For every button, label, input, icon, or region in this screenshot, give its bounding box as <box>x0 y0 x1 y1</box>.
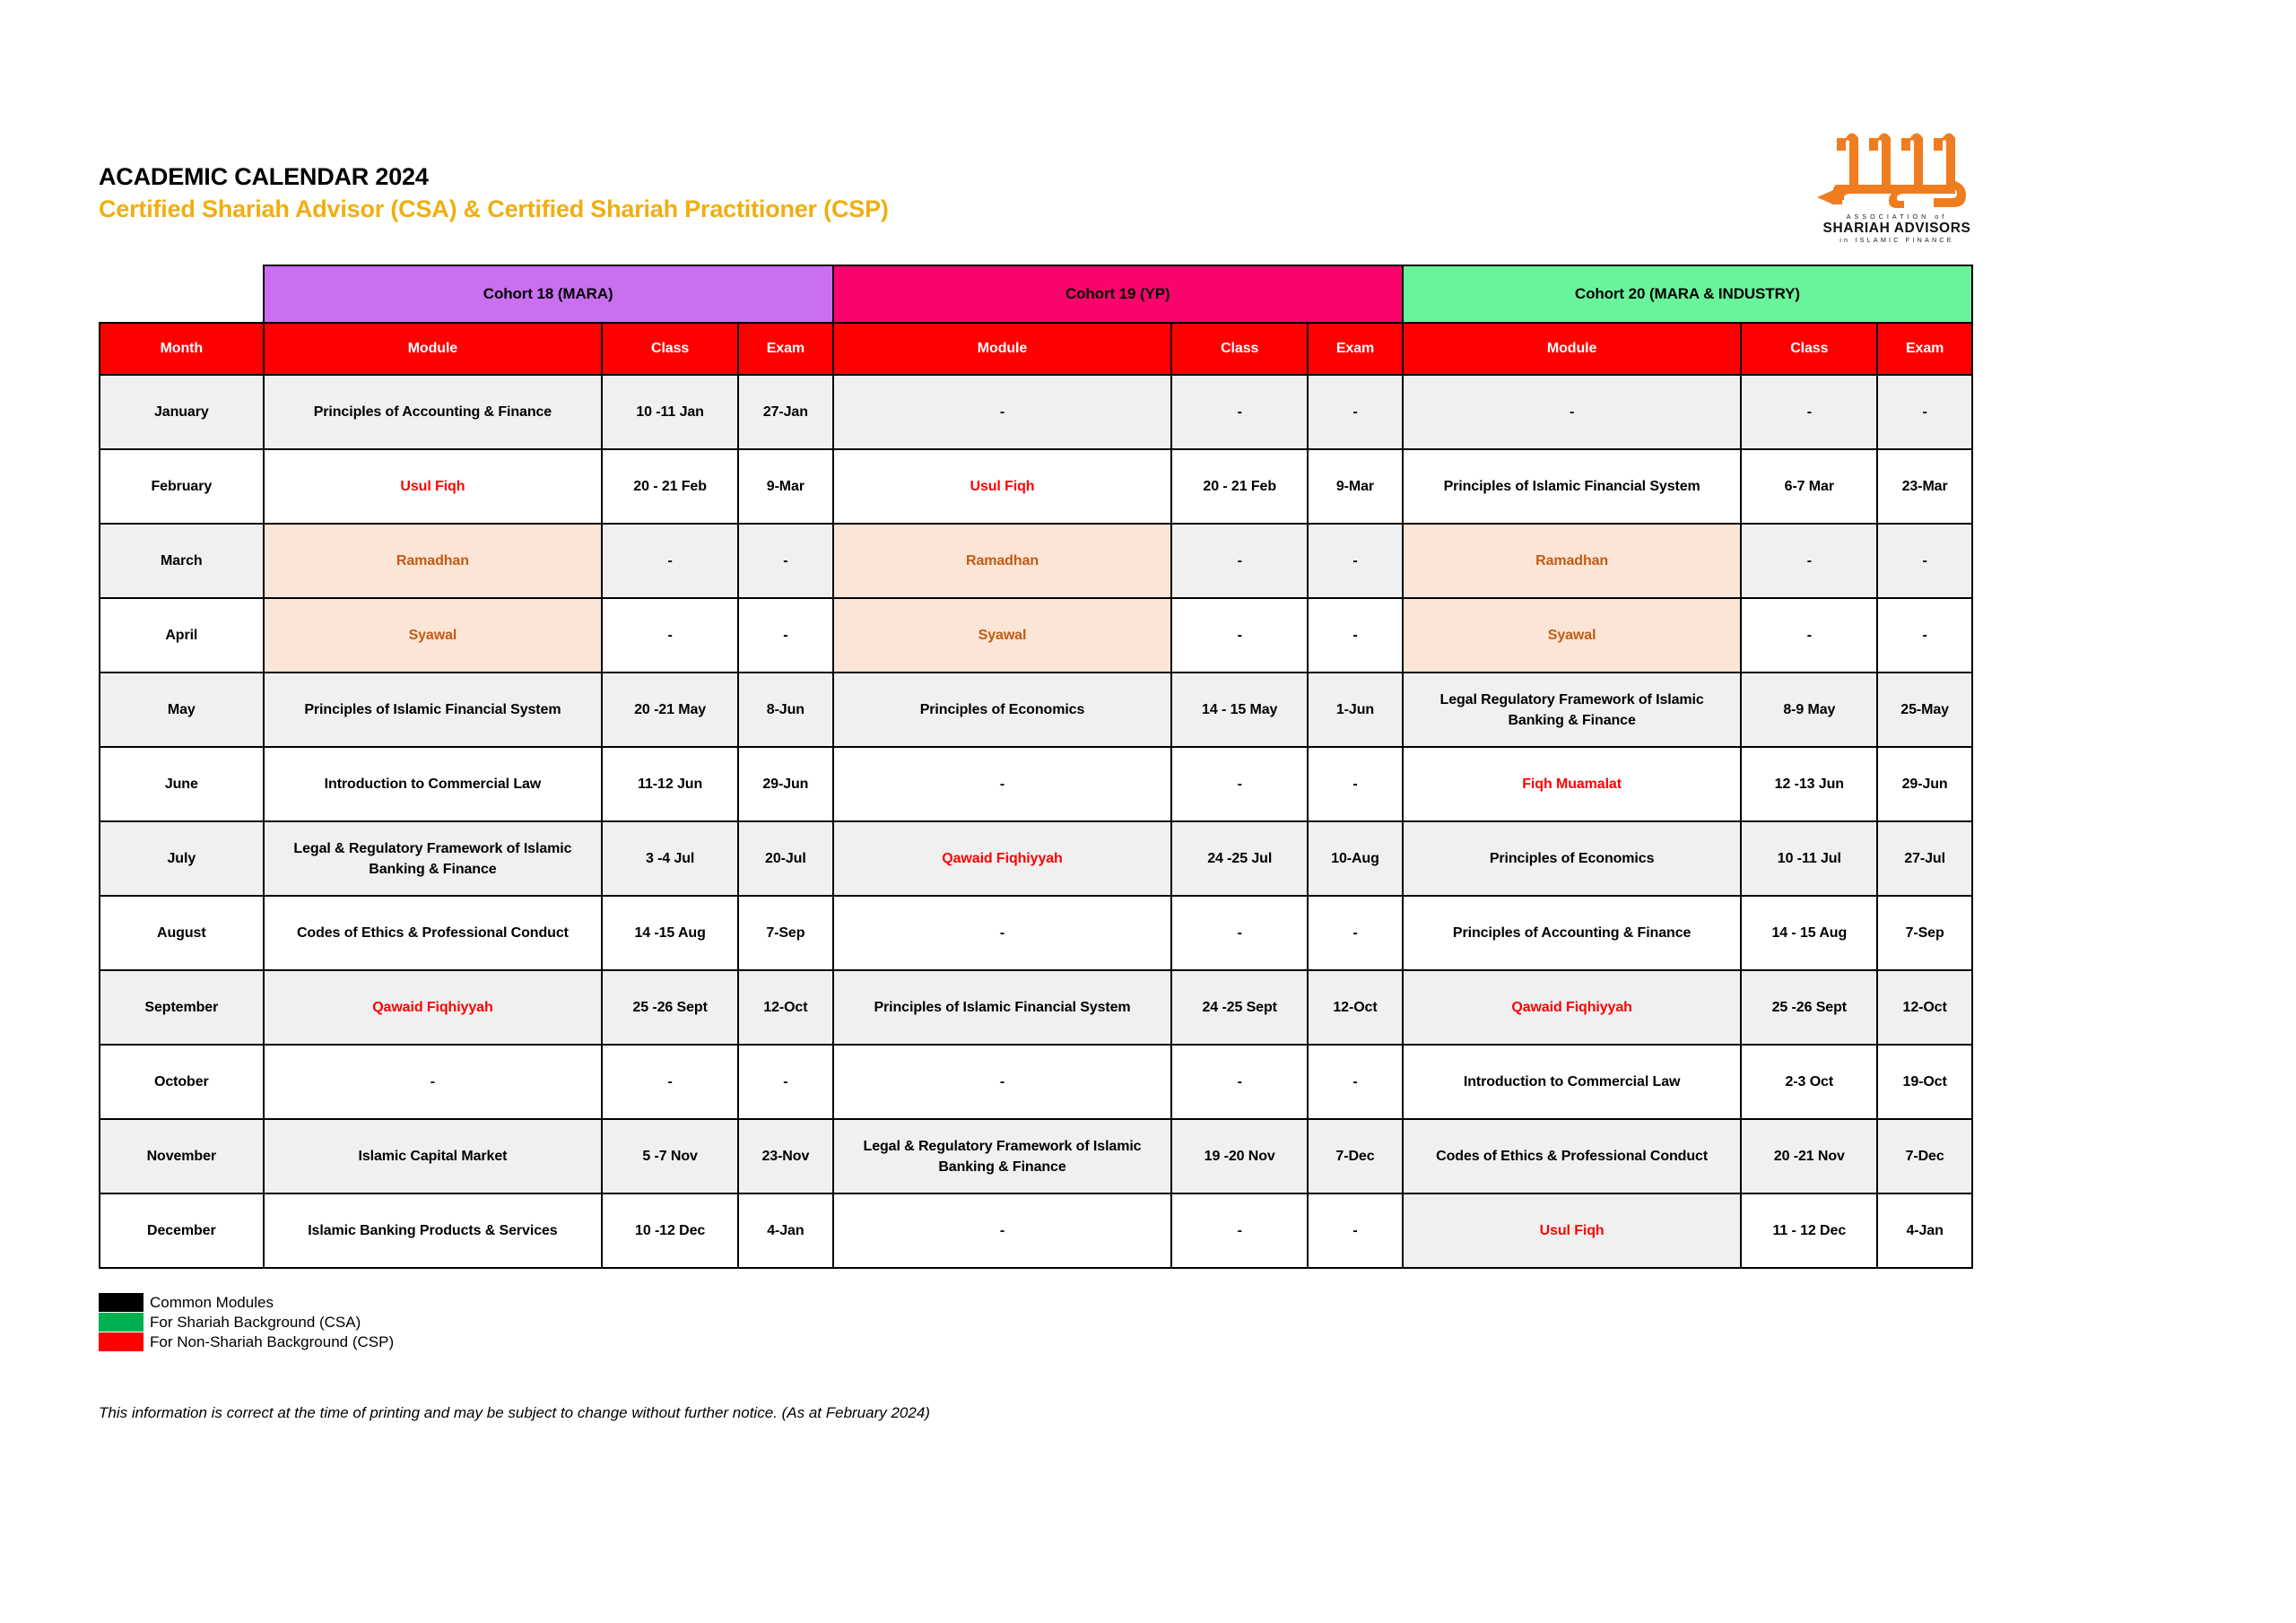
module-cell-c18: Islamic Capital Market <box>264 1119 603 1193</box>
exam-date-cell-c18: 12-Oct <box>738 970 833 1045</box>
class-date-cell-c18: - <box>602 598 738 673</box>
class-date-cell-c20: 11 - 12 Dec <box>1741 1193 1877 1268</box>
class-date-cell-c19: - <box>1171 1193 1308 1268</box>
module-cell-c18: Principles of Accounting & Finance <box>264 375 603 449</box>
module-cell-c18: - <box>264 1045 603 1119</box>
module-cell-c18: Islamic Banking Products & Services <box>264 1193 603 1268</box>
class-date-cell-c20: 20 -21 Nov <box>1741 1119 1877 1193</box>
module-cell-c19: Ramadhan <box>833 524 1172 598</box>
class-date-cell-c19: 20 - 21 Feb <box>1171 449 1308 524</box>
column-header-c19-module: Module <box>833 323 1172 375</box>
exam-date-cell-c19: - <box>1308 524 1403 598</box>
cohort-19-header: Cohort 19 (YP) <box>833 265 1403 323</box>
module-cell-c18: Codes of Ethics & Professional Conduct <box>264 896 603 970</box>
table-row <box>100 970 1972 1045</box>
exam-date-cell-c19: - <box>1308 375 1403 449</box>
exam-date-cell-c18: - <box>738 598 833 673</box>
page-title: ACADEMIC CALENDAR 2024 <box>99 163 429 190</box>
module-cell-c18: Principles of Islamic Financial System <box>264 673 603 747</box>
exam-date-cell-c19: - <box>1308 1193 1403 1268</box>
class-date-cell-c20: - <box>1741 375 1877 449</box>
month-cell: March <box>100 524 264 598</box>
class-date-cell-c19: - <box>1171 1045 1308 1119</box>
column-header-c19-class: Class <box>1171 323 1308 375</box>
module-cell-c18: Qawaid Fiqhiyyah <box>264 970 603 1045</box>
class-date-cell-c20: 2-3 Oct <box>1741 1045 1877 1119</box>
exam-date-cell-c20: 7-Sep <box>1877 896 1972 970</box>
column-header-c18-class: Class <box>602 323 738 375</box>
exam-date-cell-c19: 12-Oct <box>1308 970 1403 1045</box>
exam-date-cell-c18: 29-Jun <box>738 747 833 821</box>
table-row <box>100 598 1972 673</box>
module-cell-c18: Legal & Regulatory Framework of Islamic Banking & Finance <box>264 821 603 896</box>
exam-date-cell-c18: 20-Jul <box>738 821 833 896</box>
exam-date-cell-c20: 23-Mar <box>1877 449 1972 524</box>
cohort-band-row <box>100 265 1972 323</box>
month-cell: February <box>100 449 264 524</box>
exam-date-cell-c19: 10-Aug <box>1308 821 1403 896</box>
table-row <box>100 375 1972 449</box>
module-cell-c20: Qawaid Fiqhiyyah <box>1403 970 1742 1045</box>
class-date-cell-c18: 5 -7 Nov <box>602 1119 738 1193</box>
module-cell-c20: Principles of Economics <box>1403 821 1742 896</box>
class-date-cell-c18: 10 -12 Dec <box>602 1193 738 1268</box>
table-row <box>100 524 1972 598</box>
class-date-cell-c20: - <box>1741 598 1877 673</box>
module-cell-c18: Usul Fiqh <box>264 449 603 524</box>
title-block <box>99 161 889 226</box>
class-date-cell-c20: 10 -11 Jul <box>1741 821 1877 896</box>
exam-date-cell-c20: 7-Dec <box>1877 1119 1972 1193</box>
table-row <box>100 1045 1972 1119</box>
footer-disclaimer: This information is correct at the time of printing and may be subject to change without further notice. (As at February 2024) <box>99 1404 930 1421</box>
module-cell-c20: Legal Regulatory Framework of Islamic Banking & Finance <box>1403 673 1742 747</box>
exam-date-cell-c19: - <box>1308 598 1403 673</box>
exam-date-cell-c20: 12-Oct <box>1877 970 1972 1045</box>
band-spacer-cell <box>100 265 264 323</box>
legend-item <box>99 1332 601 1351</box>
column-header-c20-class: Class <box>1741 323 1877 375</box>
table-row <box>100 747 1972 821</box>
column-header-c18-module: Module <box>264 323 603 375</box>
exam-date-cell-c20: - <box>1877 375 1972 449</box>
legend-label: Common Modules <box>150 1293 274 1311</box>
module-cell-c20: Usul Fiqh <box>1403 1193 1742 1268</box>
table-row <box>100 449 1972 524</box>
class-date-cell-c20: 14 - 15 Aug <box>1741 896 1877 970</box>
logo-text <box>1812 213 1982 244</box>
module-cell-c20: Codes of Ethics & Professional Conduct <box>1403 1119 1742 1193</box>
class-date-cell-c18: 20 -21 May <box>602 673 738 747</box>
class-date-cell-c19: - <box>1171 598 1308 673</box>
calendar-body <box>100 375 1972 1268</box>
exam-date-cell-c18: 4-Jan <box>738 1193 833 1268</box>
class-date-cell-c19: - <box>1171 524 1308 598</box>
module-cell-c19: Principles of Islamic Financial System <box>833 970 1172 1045</box>
month-cell: August <box>100 896 264 970</box>
legend-color-swatch <box>99 1332 144 1351</box>
exam-date-cell-c18: - <box>738 1045 833 1119</box>
column-header-row <box>100 323 1972 375</box>
module-cell-c18: Syawal <box>264 598 603 673</box>
module-cell-c19: - <box>833 896 1172 970</box>
module-cell-c19: Qawaid Fiqhiyyah <box>833 821 1172 896</box>
month-cell: December <box>100 1193 264 1268</box>
class-date-cell-c19: 24 -25 Jul <box>1171 821 1308 896</box>
class-date-cell-c20: - <box>1741 524 1877 598</box>
logo-line-islamic-finance: in ISLAMIC FINANCE <box>1839 236 1954 244</box>
month-cell: September <box>100 970 264 1045</box>
legend-color-swatch <box>99 1313 144 1332</box>
class-date-cell-c18: 3 -4 Jul <box>602 821 738 896</box>
module-cell-c19: - <box>833 1045 1172 1119</box>
class-date-cell-c19: - <box>1171 747 1308 821</box>
logo-line-shariah-advisors: SHARIAH ADVISORS <box>1822 221 1971 236</box>
module-cell-c20: Principles of Accounting & Finance <box>1403 896 1742 970</box>
class-date-cell-c19: 14 - 15 May <box>1171 673 1308 747</box>
class-date-cell-c18: 11-12 Jun <box>602 747 738 821</box>
exam-date-cell-c18: - <box>738 524 833 598</box>
document-header <box>99 161 1982 260</box>
month-cell: June <box>100 747 264 821</box>
legend-item <box>99 1292 601 1312</box>
exam-date-cell-c20: 4-Jan <box>1877 1193 1972 1268</box>
exam-date-cell-c20: 19-Oct <box>1877 1045 1972 1119</box>
module-cell-c18: Introduction to Commercial Law <box>264 747 603 821</box>
module-cell-c19: - <box>833 747 1172 821</box>
exam-date-cell-c18: 23-Nov <box>738 1119 833 1193</box>
class-date-cell-c18: 14 -15 Aug <box>602 896 738 970</box>
exam-date-cell-c20: 25-May <box>1877 673 1972 747</box>
class-date-cell-c20: 6-7 Mar <box>1741 449 1877 524</box>
module-cell-c20: Introduction to Commercial Law <box>1403 1045 1742 1119</box>
exam-date-cell-c20: - <box>1877 598 1972 673</box>
exam-date-cell-c19: - <box>1308 1045 1403 1119</box>
month-cell: April <box>100 598 264 673</box>
class-date-cell-c19: - <box>1171 375 1308 449</box>
month-cell: May <box>100 673 264 747</box>
column-header-c18-exam: Exam <box>738 323 833 375</box>
academic-calendar-table <box>99 265 1973 1269</box>
class-date-cell-c20: 12 -13 Jun <box>1741 747 1877 821</box>
module-cell-c19: Legal & Regulatory Framework of Islamic Banking & Finance <box>833 1119 1172 1193</box>
legend-label: For Shariah Background (CSA) <box>150 1313 361 1331</box>
module-cell-c19: Syawal <box>833 598 1172 673</box>
class-date-cell-c18: 20 - 21 Feb <box>602 449 738 524</box>
month-cell: January <box>100 375 264 449</box>
table-row <box>100 1193 1972 1268</box>
exam-date-cell-c18: 27-Jan <box>738 375 833 449</box>
organization-logo <box>1812 126 1982 242</box>
class-date-cell-c20: 25 -26 Sept <box>1741 970 1877 1045</box>
class-date-cell-c18: 25 -26 Sept <box>602 970 738 1045</box>
exam-date-cell-c19: 7-Dec <box>1308 1119 1403 1193</box>
table-row <box>100 1119 1972 1193</box>
cohort-20-header: Cohort 20 (MARA & INDUSTRY) <box>1403 265 1972 323</box>
module-cell-c19: - <box>833 375 1172 449</box>
month-cell: November <box>100 1119 264 1193</box>
class-date-cell-c18: - <box>602 1045 738 1119</box>
column-header-c20-module: Module <box>1403 323 1742 375</box>
column-header-c19-exam: Exam <box>1308 323 1403 375</box>
exam-date-cell-c19: - <box>1308 747 1403 821</box>
legend-color-swatch <box>99 1293 144 1312</box>
page-subtitle: Certified Shariah Advisor (CSA) & Certified Shariah Practitioner (CSP) <box>99 195 889 222</box>
exam-date-cell-c19: 9-Mar <box>1308 449 1403 524</box>
class-date-cell-c19: 24 -25 Sept <box>1171 970 1308 1045</box>
module-cell-c19: Principles of Economics <box>833 673 1172 747</box>
exam-date-cell-c18: 8-Jun <box>738 673 833 747</box>
class-date-cell-c20: 8-9 May <box>1741 673 1877 747</box>
module-cell-c18: Ramadhan <box>264 524 603 598</box>
cohort-18-header: Cohort 18 (MARA) <box>264 265 833 323</box>
column-header-c20-exam: Exam <box>1877 323 1972 375</box>
exam-date-cell-c20: 27-Jul <box>1877 821 1972 896</box>
module-cell-c20: Ramadhan <box>1403 524 1742 598</box>
exam-date-cell-c19: 1-Jun <box>1308 673 1403 747</box>
month-cell: July <box>100 821 264 896</box>
column-header-month: Month <box>100 323 264 375</box>
exam-date-cell-c18: 9-Mar <box>738 449 833 524</box>
module-cell-c19: - <box>833 1193 1172 1268</box>
table-row <box>100 896 1972 970</box>
class-date-cell-c18: - <box>602 524 738 598</box>
exam-date-cell-c18: 7-Sep <box>738 896 833 970</box>
logo-line-association: ASSOCIATION of <box>1846 213 1948 221</box>
table-row <box>100 673 1972 747</box>
class-date-cell-c19: 19 -20 Nov <box>1171 1119 1308 1193</box>
module-cell-c20: Principles of Islamic Financial System <box>1403 449 1742 524</box>
exam-date-cell-c20: 29-Jun <box>1877 747 1972 821</box>
logo-calligraphy-icon <box>1812 126 1982 212</box>
month-cell: October <box>100 1045 264 1119</box>
class-date-cell-c18: 10 -11 Jan <box>602 375 738 449</box>
table-row <box>100 821 1972 896</box>
module-cell-c19: Usul Fiqh <box>833 449 1172 524</box>
module-cell-c20: Syawal <box>1403 598 1742 673</box>
legend-label: For Non-Shariah Background (CSP) <box>150 1332 395 1350</box>
legend-item <box>99 1312 601 1332</box>
module-cell-c20: Fiqh Muamalat <box>1403 747 1742 821</box>
module-cell-c20: - <box>1403 375 1742 449</box>
legend <box>99 1292 601 1351</box>
exam-date-cell-c20: - <box>1877 524 1972 598</box>
class-date-cell-c19: - <box>1171 896 1308 970</box>
exam-date-cell-c19: - <box>1308 896 1403 970</box>
